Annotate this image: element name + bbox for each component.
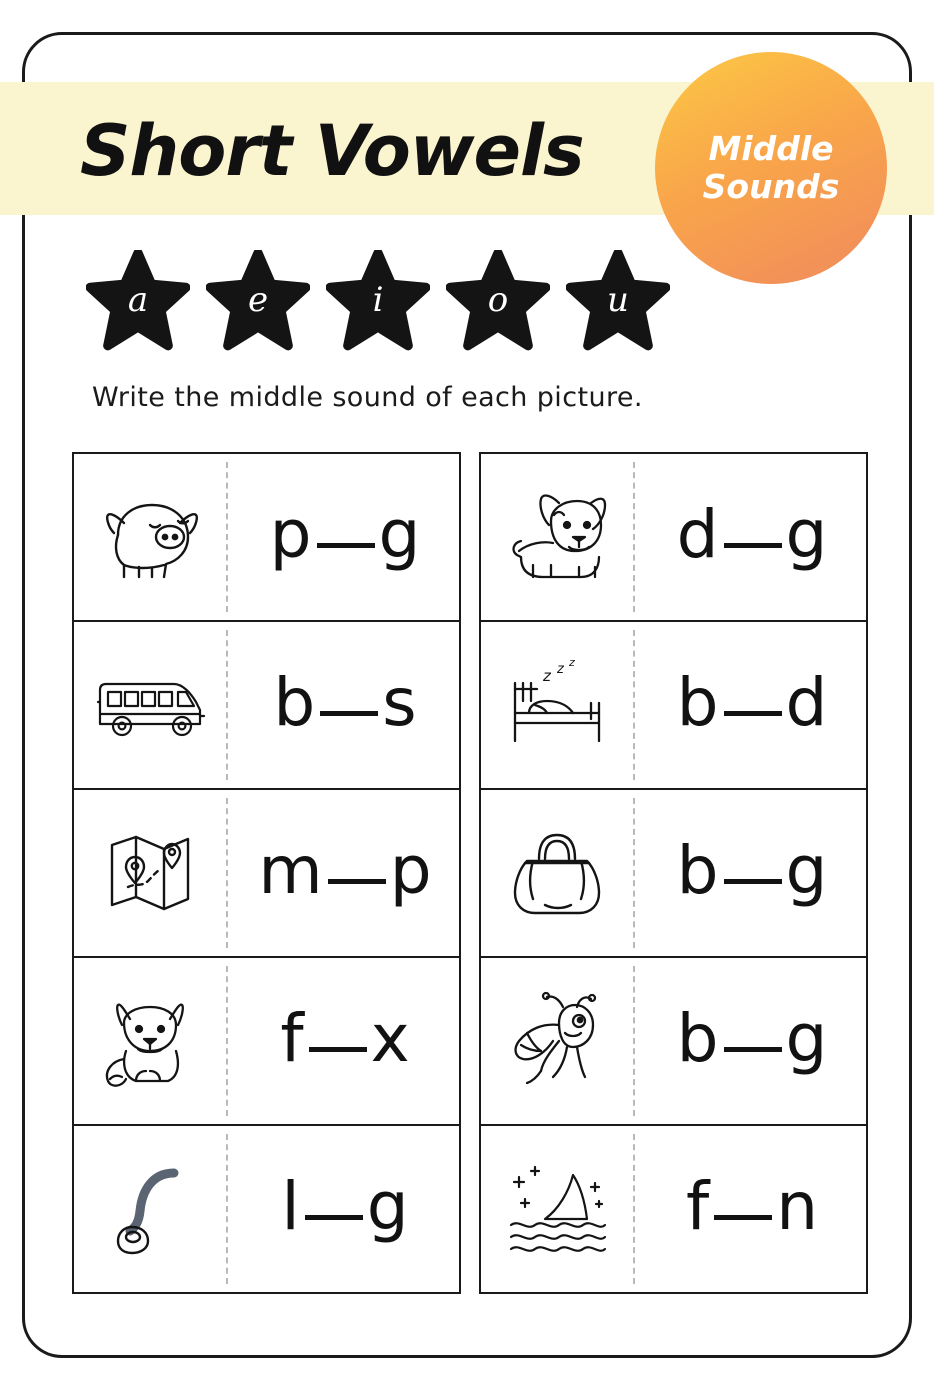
vowel-star-o (446, 250, 550, 354)
vowel-star-row (86, 250, 686, 360)
dog-icon (499, 485, 615, 589)
answer-blank[interactable] (328, 845, 386, 884)
badge-line-2: Sounds (702, 167, 840, 206)
svg-text:z: z (569, 657, 575, 669)
word-prompt (633, 664, 866, 747)
log-icon (102, 1157, 198, 1261)
word-suffix: n (776, 1167, 820, 1245)
word-prompt (226, 664, 459, 747)
word-prefix: p (269, 495, 313, 573)
map-icon (98, 825, 202, 921)
exercise-item (481, 958, 866, 1126)
exercise-item (481, 622, 866, 790)
vowel-star-i (326, 250, 430, 354)
bag-icon (505, 821, 609, 925)
answer-blank[interactable] (714, 1181, 772, 1220)
cell-divider (633, 966, 635, 1116)
exercise-item (74, 958, 459, 1126)
answer-blank[interactable] (309, 1013, 367, 1052)
page-title: Short Vowels (80, 110, 584, 192)
word-suffix: s (382, 663, 418, 741)
fin-icon (499, 1161, 615, 1257)
vowel-letter: a (127, 280, 149, 320)
word-prefix: d (676, 495, 720, 573)
vowel-letter: o (487, 280, 509, 320)
exercise-item (481, 1126, 866, 1292)
answer-blank[interactable] (724, 1013, 782, 1052)
exercise-item (74, 1126, 459, 1292)
word-prompt (633, 1000, 866, 1083)
word-prompt (226, 496, 459, 579)
cell-divider (226, 966, 228, 1116)
word-prefix: f (280, 999, 305, 1077)
answer-blank[interactable] (724, 509, 782, 548)
cell-divider (633, 1134, 635, 1284)
cell-divider (226, 630, 228, 780)
word-suffix: d (785, 663, 829, 741)
word-suffix: g (785, 495, 829, 573)
exercise-item (74, 622, 459, 790)
cell-divider (226, 1134, 228, 1284)
answer-blank[interactable] (305, 1181, 363, 1220)
bug-icon (497, 989, 617, 1093)
school-bus-icon (90, 662, 210, 748)
cell-divider (633, 798, 635, 948)
picture-cell (74, 1126, 226, 1292)
word-suffix: g (366, 1167, 410, 1245)
vowel-letter: e (247, 280, 269, 320)
answer-blank[interactable] (317, 509, 375, 548)
answer-blank[interactable] (320, 677, 378, 716)
exercise-grid (72, 452, 868, 1294)
word-prefix: l (281, 1167, 301, 1245)
word-suffix: g (785, 831, 829, 909)
answer-blank[interactable] (724, 677, 782, 716)
vowel-letter: u (607, 280, 629, 320)
picture-cell (74, 454, 226, 620)
picture-cell (481, 622, 633, 788)
status-badge (655, 52, 887, 284)
word-prefix: b (676, 663, 720, 741)
instructions-text: Write the middle sound of each picture. (92, 382, 643, 413)
cell-divider (633, 630, 635, 780)
pig-icon (94, 485, 206, 589)
vowel-star-a (86, 250, 190, 354)
word-prompt (633, 1168, 866, 1251)
word-suffix: g (378, 495, 422, 573)
bed-icon (499, 657, 615, 753)
picture-cell (481, 790, 633, 956)
word-prefix: m (258, 831, 324, 909)
word-prefix: b (676, 999, 720, 1077)
svg-text:z: z (543, 667, 551, 685)
word-prompt (226, 1000, 459, 1083)
exercise-column-right (479, 452, 868, 1294)
picture-cell (74, 958, 226, 1124)
picture-cell (481, 958, 633, 1124)
cell-divider (633, 462, 635, 612)
word-prompt (226, 832, 459, 915)
word-prompt (633, 832, 866, 915)
badge-line-1: Middle (708, 129, 834, 168)
word-suffix: x (370, 999, 411, 1077)
exercise-item (74, 454, 459, 622)
vowel-letter: i (372, 280, 384, 320)
word-suffix: g (785, 999, 829, 1077)
exercise-item (74, 790, 459, 958)
word-prefix: f (685, 1167, 711, 1245)
picture-cell (481, 454, 633, 620)
svg-text:z: z (557, 662, 564, 677)
word-prefix: b (676, 831, 720, 909)
cell-divider (226, 462, 228, 612)
word-suffix: p (389, 831, 433, 909)
exercise-column-left (72, 452, 461, 1294)
word-prefix: b (273, 663, 317, 741)
picture-cell (74, 622, 226, 788)
word-prompt (226, 1168, 459, 1251)
picture-cell (481, 1126, 633, 1292)
exercise-item (481, 454, 866, 622)
vowel-star-u (566, 250, 670, 354)
fox-icon (92, 989, 208, 1093)
exercise-item (481, 790, 866, 958)
answer-blank[interactable] (724, 845, 782, 884)
picture-cell (74, 790, 226, 956)
word-prompt (633, 496, 866, 579)
cell-divider (226, 798, 228, 948)
vowel-star-e (206, 250, 310, 354)
